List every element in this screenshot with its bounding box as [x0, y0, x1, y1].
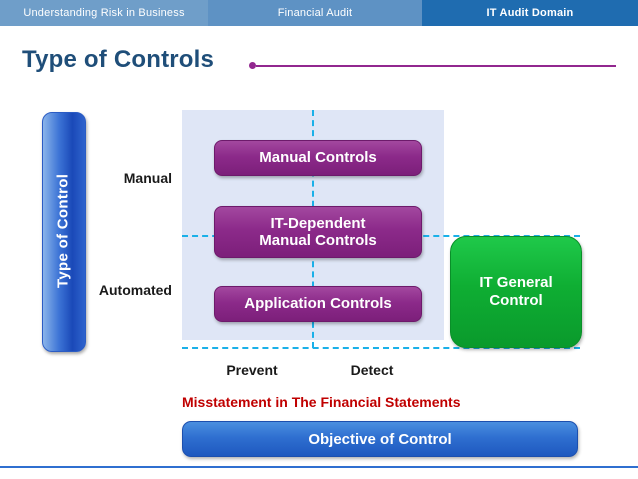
- control-box-it-general-control[interactable]: [450, 236, 582, 348]
- top-navigation-bar: [0, 0, 638, 26]
- control-box-it-dependent-manual-controls[interactable]: [214, 206, 422, 258]
- control-box-label: Manual Controls: [259, 149, 377, 167]
- objective-of-control-label: Objective of Control: [308, 430, 452, 448]
- control-box-label-line2: Manual Controls: [259, 232, 377, 249]
- control-box-label-line2: Control: [489, 292, 543, 309]
- page-title: Type of Controls: [22, 46, 215, 73]
- control-box-application-controls[interactable]: [214, 286, 422, 322]
- nav-item-label: Understanding Risk in Business: [23, 7, 185, 19]
- control-box-label: [479, 274, 552, 310]
- objective-of-control-bar[interactable]: [182, 421, 578, 457]
- control-box-manual-controls[interactable]: [214, 140, 422, 176]
- nav-item-understanding-risk[interactable]: [0, 0, 208, 26]
- title-bullet-dot-icon: [249, 62, 256, 69]
- misstatement-caption: Misstatement in The Financial Statements: [182, 394, 461, 410]
- nav-item-label: Financial Audit: [277, 7, 353, 19]
- nav-item-label: IT Audit Domain: [486, 7, 574, 19]
- nav-item-financial-audit[interactable]: [208, 0, 422, 26]
- type-of-control-axis-label: Type of Control: [54, 173, 72, 289]
- nav-item-it-audit-domain[interactable]: [422, 0, 638, 26]
- control-box-label-line1: IT General: [479, 274, 553, 291]
- row-label-manual: Manual: [123, 170, 172, 186]
- control-box-label: [259, 215, 377, 250]
- row-label-automated: Automated: [98, 282, 172, 298]
- control-box-label-line1: IT-Dependent: [270, 214, 366, 232]
- footer-divider: [0, 466, 638, 468]
- control-box-label: Application Controls: [244, 295, 392, 313]
- column-label-prevent: Prevent: [226, 362, 278, 378]
- column-label-detect: Detect: [350, 362, 394, 378]
- title-divider: [256, 65, 616, 67]
